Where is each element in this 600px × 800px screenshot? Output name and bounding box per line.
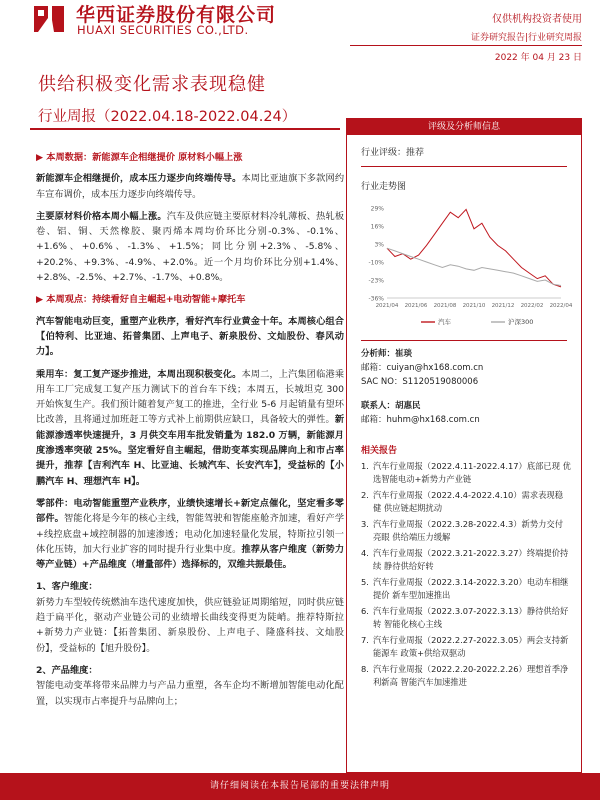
analyst-name: 分析师：崔琰 <box>361 349 413 359</box>
industry-rating: 行业评级：推荐 <box>361 148 425 158</box>
related-report-item[interactable] <box>361 605 571 630</box>
related-report-title: 汽车行业周报（2022.3.14-2022.3.20）电动车相继提价 新车型加速推出 <box>373 577 569 600</box>
related-report-number: 5. <box>361 577 369 587</box>
x-tick-label: 2021/08 <box>433 303 457 309</box>
report-title: 供给积极变化需求表现稳健 <box>38 74 266 95</box>
series-line-csi300 <box>387 248 561 285</box>
report-subtitle: 行业周报（2022.04.18-2022.04.24） <box>38 109 297 125</box>
sidebar-panel <box>346 118 582 773</box>
paragraph: 智能电动变革将带来品牌力与产品力重塑，各车企均不断增加智能电动化配置，以实现市占率提升与品牌向上； <box>36 680 344 707</box>
series-line-auto <box>387 209 561 287</box>
report-date: 2022 年 04 月 23 日 <box>494 53 582 63</box>
related-report-item[interactable] <box>361 663 571 688</box>
subheading-product: 2、产品维度： <box>36 664 98 676</box>
related-report-item[interactable] <box>361 489 571 514</box>
x-tick-label: 2021/04 <box>375 303 399 309</box>
related-report-title: 汽车行业周报（2022.3.28-2022.4.3）新势力交付亮眼 供给端压力缓解 <box>373 519 564 542</box>
main-text-column <box>36 150 344 716</box>
subheading-customer: 1、客户维度： <box>36 581 98 593</box>
related-report-title: 汽车行业周报（2022.2.20-2022.2.26）理想首季净利新高 智能汽车加速推进 <box>373 664 569 687</box>
analyst-email: 邮箱：cuiyan@hx168.com.cn <box>361 363 484 373</box>
x-tick-label: 2021/10 <box>462 303 486 309</box>
trend-title: 行业走势图 <box>361 182 407 192</box>
y-tick-label: 3% <box>374 241 384 249</box>
related-reports-list <box>347 460 581 688</box>
related-report-number: 3. <box>361 519 369 529</box>
report-category: 证券研究报告|行业研究周报 <box>470 33 582 43</box>
y-tick-label: 16% <box>370 223 384 231</box>
x-tick-label: 2021/06 <box>404 303 428 309</box>
industry-trend-chart <box>361 202 573 332</box>
section-heading-data: ▶ 本周数据：新能源车企相继提价 原材料小幅上涨 <box>36 152 243 163</box>
analyst-sac: SAC NO：S1120519080006 <box>361 377 479 387</box>
x-tick-label: 2021/12 <box>491 303 515 309</box>
section-heading-view: ▶ 本周观点：持续看好自主崛起+电动智能+摩托车 <box>36 294 246 306</box>
paragraph: 新能源车企相继提价，成本压力逐步向终端传导。本周比亚迪旗下多款网约车宣布调价，成本压力逐步向终端传导。 <box>36 173 345 200</box>
related-report-number: 2. <box>361 490 369 500</box>
paragraph: 乘用车：复工复产逐步推进，本周出现积极变化。本周二，上汽集团临港乘用车工厂完成复工复产压力测试下的首台车下线；本周五，长城坦克 300 开始恢复生产。我们预计随着复产复工的推进，全行业 5-6 月起销量有望环比改善，且将通过加班赶工等方式补上前期供应缺口，具备较大的弹性。新能源渗透率快速提升，3 月供交车用车批发销量为 182.0 万辆，新能源月度渗透率突破 25%。坚定看好自主崛起，借助变革实现品牌向上和市占率提升，推荐【吉利汽车 H、比亚迪、长城汽车、长安汽车】，受益标的【小鹏汽车 H、理想汽车 H】。 <box>36 368 345 487</box>
paragraph: 零部件：电动智能重塑产业秩序，业绩快速增长+新定点催化，坚定看多零部件。智能化将是今年的核心主线，智能驾驶和智能座舱齐加速，看好产学+线控底盘+域控制器的加速渗透；电动化加速轻量化发展，特斯拉引领一体化压铸，加大行业扩容的同时提升行业集中度。推荐从客户维度（新势力等产业链）+产品维度（增量部件）选择标的，双维共振最佳。 <box>36 497 345 571</box>
related-report-title: 汽车行业周报（2022.4.11-2022.4.17）底部已现 优选智能电动+新势力产业链 <box>373 461 571 484</box>
brand-name-cn: 华西证券股份有限公司 <box>76 4 277 26</box>
related-report-item[interactable] <box>361 634 571 659</box>
contact-email: 邮箱：huhm@hx168.com.cn <box>361 415 480 425</box>
related-report-number: 7. <box>361 635 369 645</box>
related-report-item[interactable] <box>361 460 571 485</box>
x-tick-label: 2022/02 <box>520 303 544 309</box>
y-tick-label: -23% <box>368 277 384 285</box>
related-report-title: 汽车行业周报（2022.3.21-2022.3.27）终端提价持续 静待供给好转 <box>373 548 569 571</box>
y-tick-label: 29% <box>370 205 384 213</box>
related-report-item[interactable] <box>361 518 571 543</box>
legend-label: 汽车 <box>438 318 451 326</box>
related-reports-title: 相关报告 <box>361 446 398 456</box>
audience-note: 仅供机构投资者使用 <box>492 14 582 25</box>
sidebar-title: 评级及分析师信息 <box>347 119 581 135</box>
related-report-item[interactable] <box>361 547 571 572</box>
analyst-info <box>347 341 581 433</box>
contact-name: 联系人：胡惠民 <box>361 401 421 411</box>
header-divider <box>350 45 582 46</box>
huaxi-logo-icon <box>30 2 68 36</box>
related-report-title: 汽车行业周报（2022.3.07-2022.3.13）静待供给好转 智能化核心主线 <box>373 606 569 629</box>
x-tick-label: 2022/04 <box>549 303 573 309</box>
y-tick-label: -10% <box>368 259 384 267</box>
related-report-title: 汽车行业周报（2022.4.4-2022.4.10）需求表现稳健 供应链起期扰动 <box>373 490 564 513</box>
subtitle-underline <box>30 128 340 130</box>
related-report-number: 1. <box>361 461 369 471</box>
related-report-number: 6. <box>361 606 369 616</box>
related-report-number: 4. <box>361 548 369 558</box>
brand-name-en: HUAXI SECURITIES CO.,LTD. <box>77 23 249 37</box>
related-report-title: 汽车行业周报（2022.2.27-2022.3.05）两会支持新能源车 政策+供给双驱动 <box>373 635 569 658</box>
related-report-item[interactable] <box>361 576 571 601</box>
page-header <box>0 0 600 63</box>
legal-footer: 请仔细阅读在本报告尾部的重要法律声明 <box>0 773 600 800</box>
legend-label: 沪深300 <box>508 318 534 326</box>
related-report-number: 8. <box>361 664 369 674</box>
paragraph: 主要原材料价格本周小幅上涨。汽车及供应链主要原材料冷轧薄板、热轧板卷、铝、铜、天然橡胶、聚丙烯本周均价环比分别-0.3%、-0.1%、+1.6%、+0.6%、-1.3%、+1.5%；同比分别+2.3%、-5.8%、+20.2%、+9.3%、-4.9%、+2.0%。近一个月均价环比分别+1.4%、+2.8%、-2.5%、+2.7%、-1.7%、+0.8%。 <box>36 210 345 284</box>
paragraph: 汽车智能电动巨变，重塑产业秩序，看好汽车行业黄金十年。本周核心组合【伯特利、比亚迪、拓普集团、上声电子、新泉股份、文灿股份、春风动力】。 <box>36 315 344 358</box>
paragraph: 新势力车型较传统燃油车迭代速度加快，供应链验证周期缩短，同时供应链趋于扁平化，驱动产业链公司的业绩增长曲线变得更为陡峭。推荐特斯拉+新势力产业链：【拓普集团、新泉股份、上声电子、隆盛科技、文灿股份】，受益标的【旭升股份】。 <box>36 596 344 654</box>
y-tick-label: -36% <box>368 295 384 303</box>
